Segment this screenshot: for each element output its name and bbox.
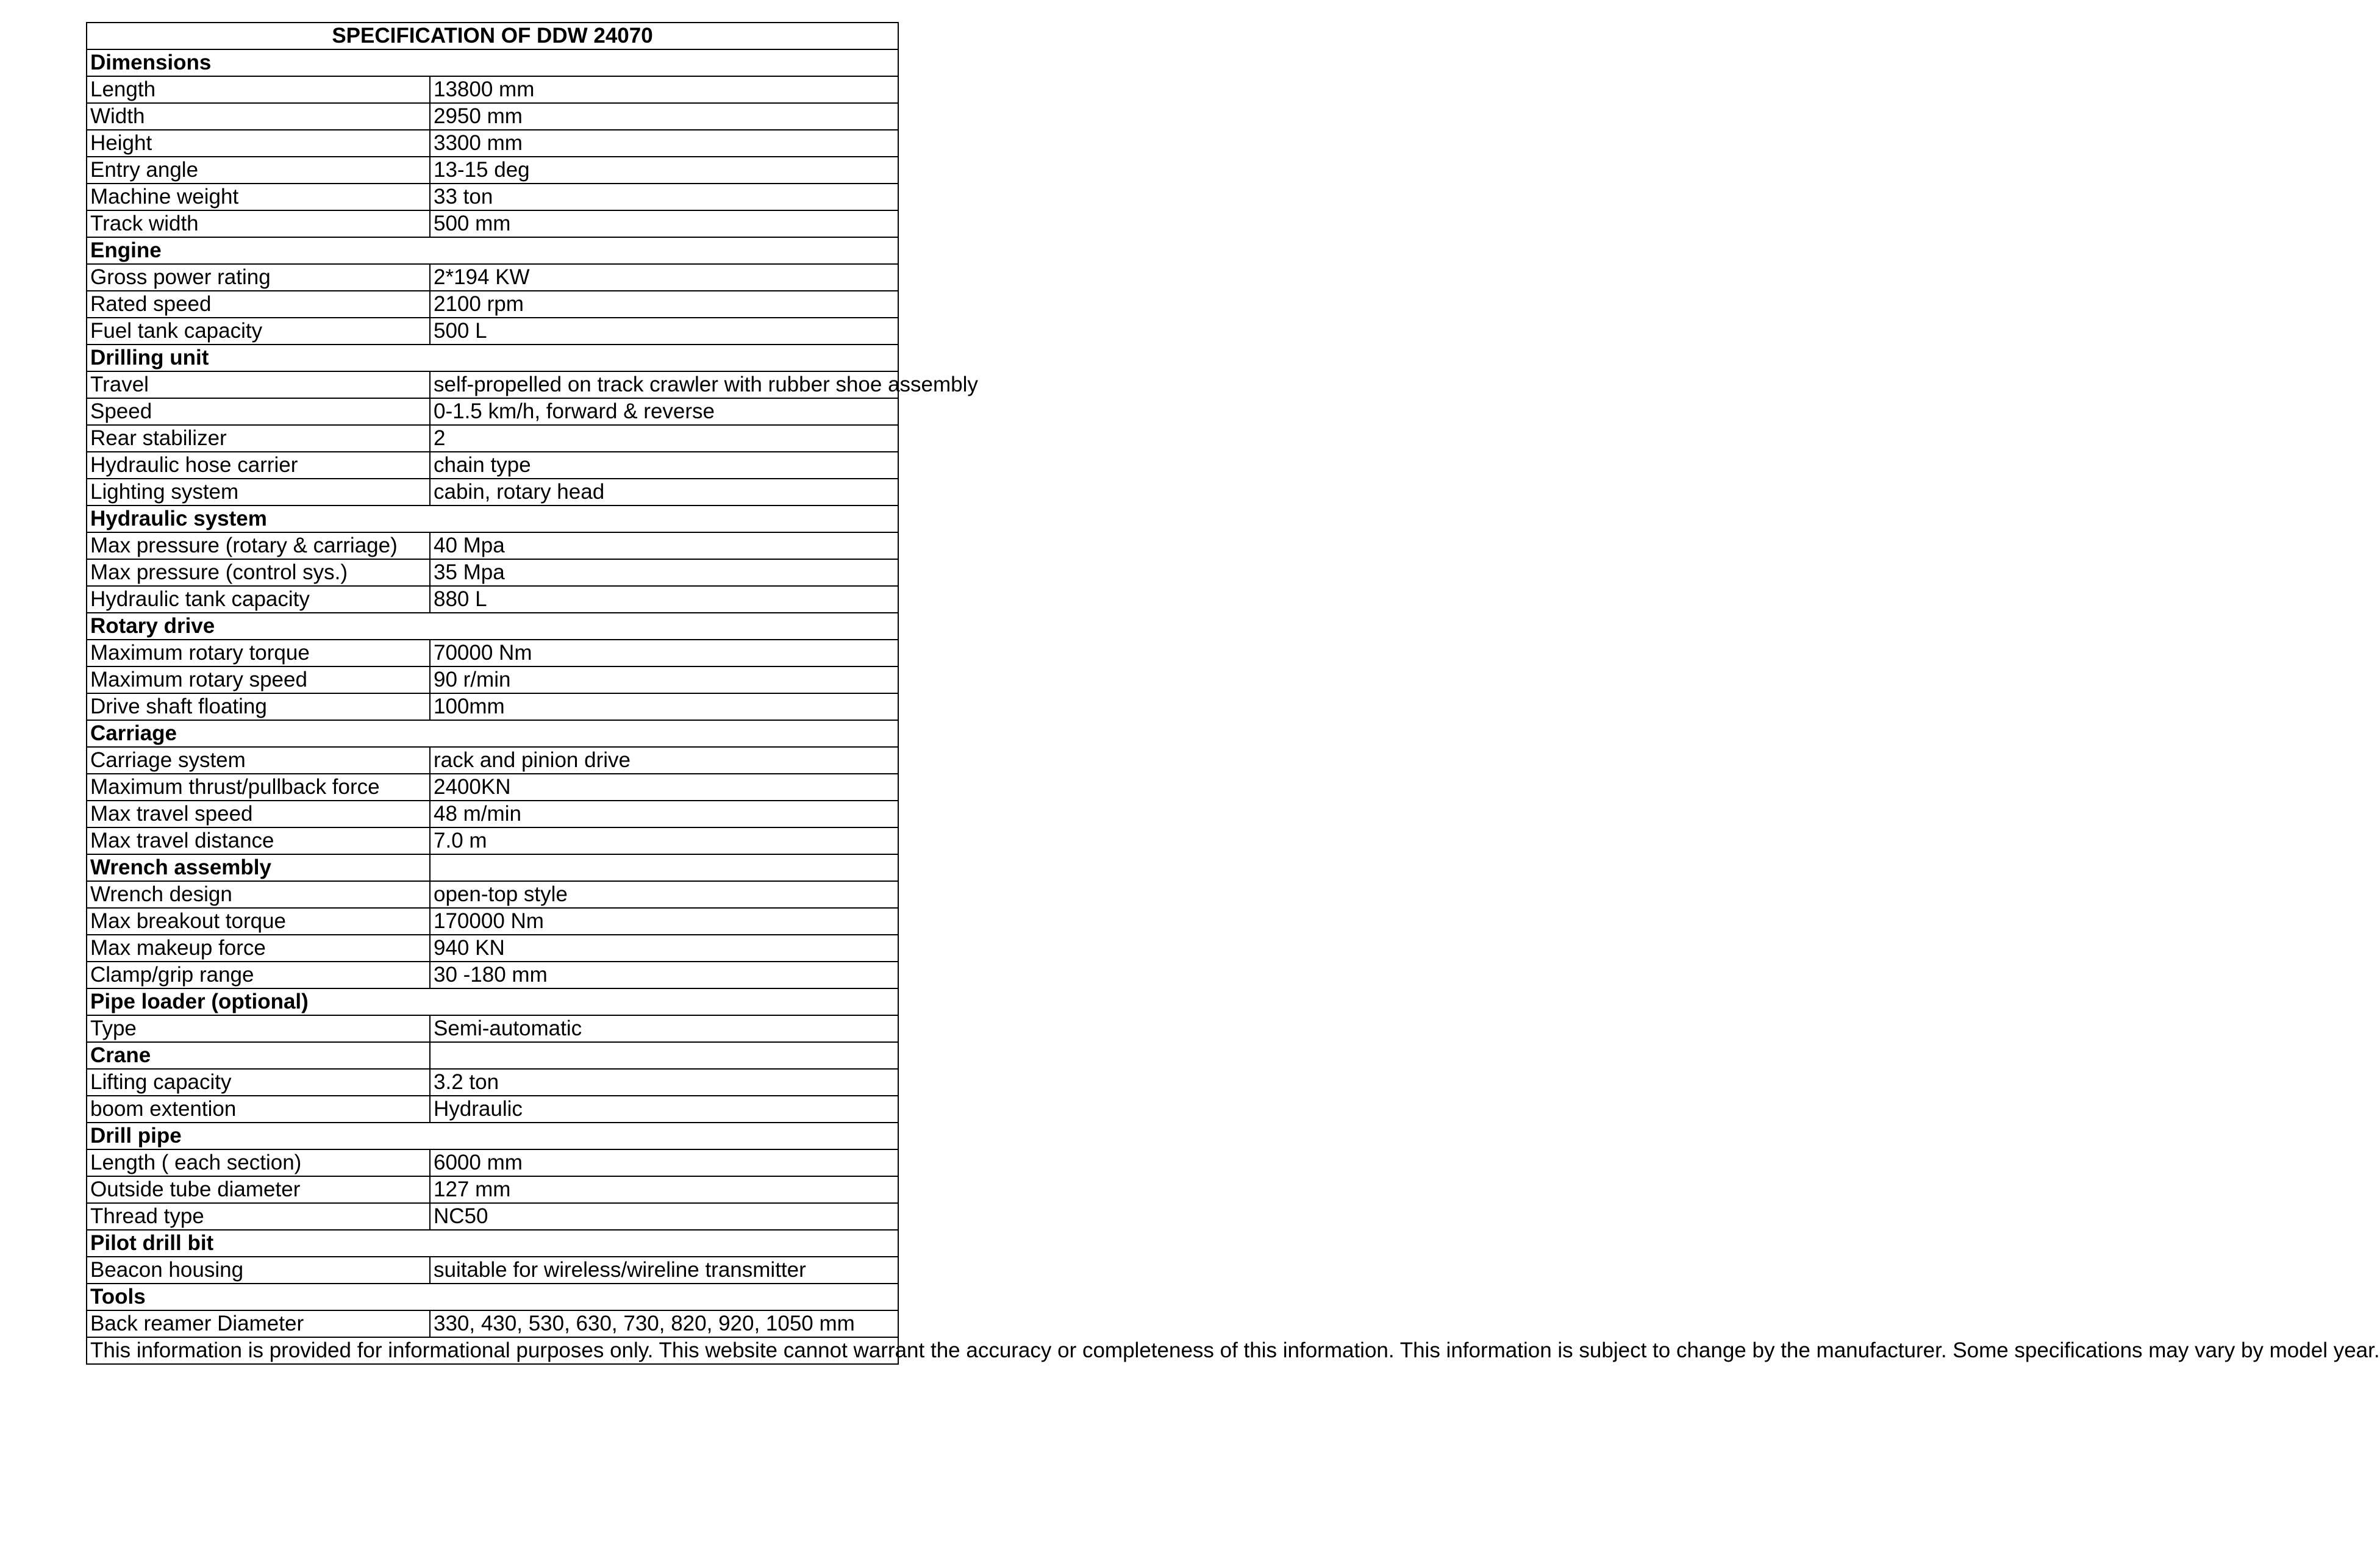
spec-label: Wrench design (87, 881, 430, 908)
spec-value: 40 Mpa (430, 532, 898, 559)
table-row (87, 130, 898, 157)
section-header-row (87, 1123, 898, 1149)
spec-value: 2100 rpm (430, 291, 898, 318)
table-row (87, 210, 898, 237)
spec-label: Rated speed (87, 291, 430, 318)
spec-value: 170000 Nm (430, 908, 898, 935)
table-row (87, 76, 898, 103)
spec-label: Max breakout torque (87, 908, 430, 935)
table-row (87, 1069, 898, 1096)
spec-label: Lighting system (87, 479, 430, 505)
table-row (87, 1203, 898, 1230)
spec-label: Rear stabilizer (87, 425, 430, 452)
spec-label: Outside tube diameter (87, 1176, 430, 1203)
spec-value: chain type (430, 452, 898, 479)
section-header-row (87, 505, 898, 532)
spec-label: Beacon housing (87, 1257, 430, 1284)
spec-value: 3.2 ton (430, 1069, 898, 1096)
title-row (87, 23, 898, 49)
table-row (87, 962, 898, 988)
spec-label: Machine weight (87, 184, 430, 210)
table-row (87, 908, 898, 935)
spec-value: Semi-automatic (430, 1015, 898, 1042)
table-row (87, 371, 898, 398)
spec-label: Maximum thrust/pullback force (87, 774, 430, 801)
spec-label: Drive shaft floating (87, 693, 430, 720)
spec-table-body (87, 23, 2380, 1364)
spec-label: Length (87, 76, 430, 103)
section-heading: Drilling unit (87, 345, 898, 371)
spec-value: 7.0 m (430, 827, 898, 854)
section-header-row (87, 1284, 898, 1310)
spec-value: 2400KN (430, 774, 898, 801)
section-heading: Pilot drill bit (87, 1230, 898, 1257)
spec-value: Hydraulic (430, 1096, 898, 1123)
spec-value: 100mm (430, 693, 898, 720)
spec-label: Track width (87, 210, 430, 237)
spec-label: Max makeup force (87, 935, 430, 962)
spec-label: boom extention (87, 1096, 430, 1123)
spec-label: Fuel tank capacity (87, 318, 430, 345)
spec-value: rack and pinion drive (430, 747, 898, 774)
table-title: SPECIFICATION OF DDW 24070 (87, 23, 898, 49)
section-heading: Carriage (87, 720, 898, 747)
table-row (87, 1176, 898, 1203)
section-header-row (87, 49, 898, 76)
table-row (87, 747, 898, 774)
spec-value: 13-15 deg (430, 157, 898, 184)
section-header-row (87, 1230, 898, 1257)
disclaimer-row (87, 1337, 898, 1364)
table-row (87, 103, 898, 130)
empty-cell (430, 1042, 898, 1069)
section-heading: Dimensions (87, 49, 898, 76)
table-row (87, 1015, 898, 1042)
spec-value: 48 m/min (430, 801, 898, 827)
spec-value: 0-1.5 km/h, forward & reverse (430, 398, 898, 425)
spec-label: Travel (87, 371, 430, 398)
spec-label: Length ( each section) (87, 1149, 430, 1176)
section-header-row (87, 237, 898, 264)
spec-value: 3300 mm (430, 130, 898, 157)
spec-value: 2950 mm (430, 103, 898, 130)
table-row (87, 184, 898, 210)
table-row (87, 1257, 898, 1284)
spec-value: 30 -180 mm (430, 962, 898, 988)
table-row (87, 479, 898, 505)
section-heading: Tools (87, 1284, 898, 1310)
section-header-row (87, 1042, 898, 1069)
spec-label: Maximum rotary speed (87, 666, 430, 693)
table-row (87, 157, 898, 184)
table-row (87, 586, 898, 613)
spec-value: 880 L (430, 586, 898, 613)
table-row (87, 774, 898, 801)
spec-value: 127 mm (430, 1176, 898, 1203)
spec-value: 6000 mm (430, 1149, 898, 1176)
spec-value: suitable for wireless/wireline transmitter (430, 1257, 898, 1284)
section-header-row (87, 345, 898, 371)
section-header-row (87, 988, 898, 1015)
table-row (87, 801, 898, 827)
spec-label: Gross power rating (87, 264, 430, 291)
table-row (87, 640, 898, 666)
spec-label: Hydraulic tank capacity (87, 586, 430, 613)
section-heading: Wrench assembly (87, 854, 430, 881)
table-row (87, 264, 898, 291)
table-row (87, 291, 898, 318)
spec-value: 70000 Nm (430, 640, 898, 666)
spec-label: Entry angle (87, 157, 430, 184)
spec-value: 500 mm (430, 210, 898, 237)
spec-label: Carriage system (87, 747, 430, 774)
table-row (87, 1310, 898, 1337)
section-header-row (87, 854, 898, 881)
section-heading: Hydraulic system (87, 505, 898, 532)
empty-cell (430, 854, 898, 881)
spec-table (86, 22, 2380, 1365)
table-row (87, 693, 898, 720)
spec-label: Lifting capacity (87, 1069, 430, 1096)
table-row (87, 425, 898, 452)
disclaimer-text: This information is provided for informational purposes only. This website cannot warrant the accuracy or completeness of this information. This information is subject to change by the manufacturer. Some specifications may vary by model year. (87, 1337, 898, 1364)
spec-value: 35 Mpa (430, 559, 898, 586)
spec-label: Max travel speed (87, 801, 430, 827)
table-row (87, 1096, 898, 1123)
spec-label: Thread type (87, 1203, 430, 1230)
spec-label: Max travel distance (87, 827, 430, 854)
spec-label: Max pressure (control sys.) (87, 559, 430, 586)
table-row (87, 1149, 898, 1176)
spec-label: Max pressure (rotary & carriage) (87, 532, 430, 559)
table-row (87, 666, 898, 693)
section-heading: Crane (87, 1042, 430, 1069)
spec-value: self-propelled on track crawler with rubber shoe assembly (430, 371, 898, 398)
table-row (87, 398, 898, 425)
spec-value: open-top style (430, 881, 898, 908)
section-heading: Drill pipe (87, 1123, 898, 1149)
spec-label: Width (87, 103, 430, 130)
spec-label: Maximum rotary torque (87, 640, 430, 666)
section-header-row (87, 613, 898, 640)
spec-value: 90 r/min (430, 666, 898, 693)
table-row (87, 881, 898, 908)
table-row (87, 827, 898, 854)
section-heading: Pipe loader (optional) (87, 988, 898, 1015)
table-row (87, 559, 898, 586)
spec-label: Hydraulic hose carrier (87, 452, 430, 479)
spec-value: 2*194 KW (430, 264, 898, 291)
section-header-row (87, 720, 898, 747)
spec-value: 940 KN (430, 935, 898, 962)
spec-label: Speed (87, 398, 430, 425)
spec-value: 2 (430, 425, 898, 452)
spec-value: 13800 mm (430, 76, 898, 103)
spec-label: Height (87, 130, 430, 157)
section-heading: Rotary drive (87, 613, 898, 640)
spec-value: 500 L (430, 318, 898, 345)
spec-label: Back reamer Diameter (87, 1310, 430, 1337)
table-row (87, 935, 898, 962)
table-row (87, 452, 898, 479)
table-row (87, 318, 898, 345)
spec-label: Type (87, 1015, 430, 1042)
spec-value: 33 ton (430, 184, 898, 210)
table-row (87, 532, 898, 559)
spec-label: Clamp/grip range (87, 962, 430, 988)
spec-value: cabin, rotary head (430, 479, 898, 505)
spec-value: NC50 (430, 1203, 898, 1230)
spec-value: 330, 430, 530, 630, 730, 820, 920, 1050 mm (430, 1310, 898, 1337)
section-heading: Engine (87, 237, 898, 264)
